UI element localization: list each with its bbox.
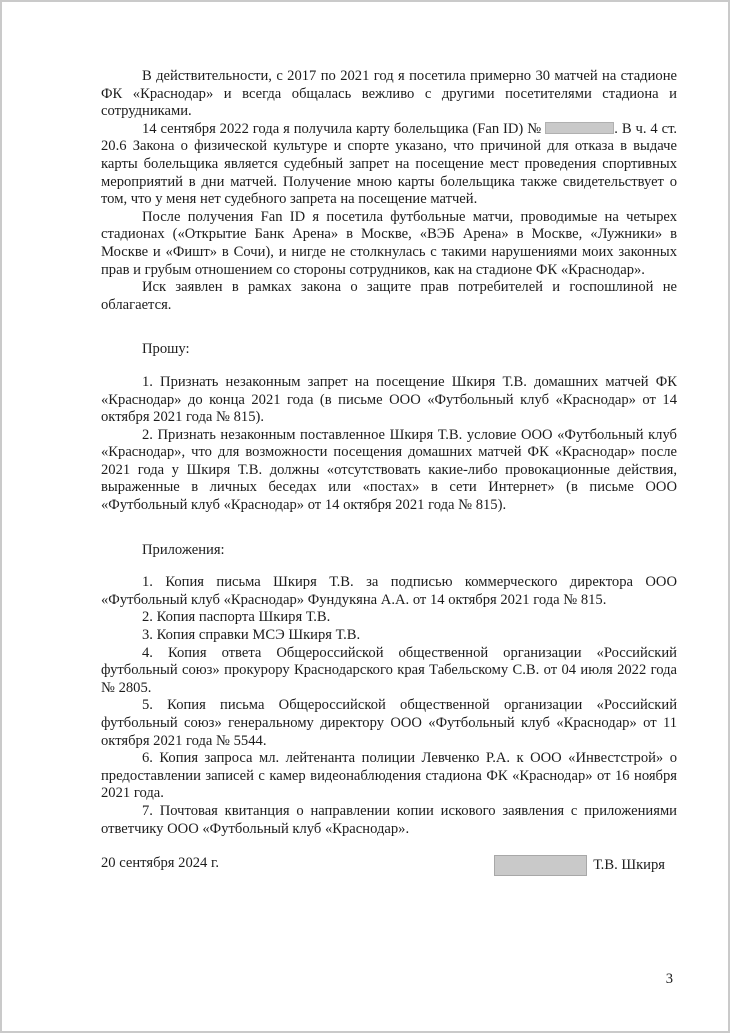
signatory-name: Т.В. Шкиря — [593, 856, 665, 873]
attachment-item-3: 3. Копия справки МСЭ Шкиря Т.В. — [142, 627, 361, 644]
attachment-item-1: 1. Копия письма Шкиря Т.В. за подписью коммерческого директора ООО «Футбольный клуб «Краснодар» Фундукяна А.А. от 14 октября 2021 года № 815. — [101, 574, 677, 608]
page-number: 3 — [665, 971, 673, 987]
paragraph-fan-id-text-before: 14 сентября 2022 года я получила карту болельщика (Fan ID) № — [142, 120, 546, 137]
attachments-section-heading: Приложения: — [142, 541, 225, 558]
attachment-item-6: 6. Копия запроса мл. лейтенанта полиции Левченко Р.А. к ООО «Инвестстрой» о предоставлении записей с камер видеонаблюдения стадиона ФК «Краснодар» от 16 ноября 2021 года. — [101, 750, 677, 802]
paragraph-stadiums-visited: После получения Fan ID я посетила футбольные матчи, проводимые на четырех стадионах («Открытие Банк Арена» в Москве, «ВЭБ Арена» в Москве, «Лужники» в Москве и «Фишт» в Сочи), и нигде не столкнулась с такими нарушениями моих законных прав и грубым отношением со стороны сотрудников, как на стадионе ФК «Краснодар». — [101, 208, 677, 278]
paragraph-consumer-law: Иск заявлен в рамках закона о защите прав потребителей и госпошлиной не облагается. — [101, 279, 677, 313]
paragraph-fan-id-text-after: . В ч. 4 ст. 20.6 Закона о физической культуре и спорте указано, что причиной для отказа в выдаче карты болельщика является судебный запрет на посещение мест проведения спортивных мероприятий в дни матчей. Получение мною карты болельщика также свидетельствует о том, что у меня нет судебного запрета на посещение матчей. — [101, 120, 677, 208]
attachment-item-5: 5. Копия письма Общероссийской общественной организации «Российский футбольный союз» генеральному директору ООО «Футбольный клуб «Краснодар» от 11 октября 2021 года № 5544. — [101, 697, 677, 749]
signature-row — [101, 855, 677, 876]
paragraph-fan-id — [101, 121, 677, 209]
redaction-box-signature — [494, 855, 587, 876]
document-date: 20 сентября 2024 г. — [101, 855, 219, 872]
attachment-item-4: 4. Копия ответа Общероссийской общественной организации «Российский футбольный союз» прокурору Краснодарского края Табельскому С.В. от 04 июля 2022 года № 2805. — [101, 644, 677, 696]
paragraph-visits-history: В действительности, с 2017 по 2021 год я посетила примерно 30 матчей на стадионе ФК «Краснодар» и всегда общалась вежливо с другими посетителями стадиона и сотрудниками. — [101, 68, 677, 120]
attachment-item-7: 7. Почтовая квитанция о направлении копии искового заявления с приложениями ответчику ООО «Футбольный клуб «Краснодар». — [101, 802, 677, 837]
redaction-box-fan-id-number — [545, 122, 614, 134]
attachment-item-2: 2. Копия паспорта Шкиря Т.В. — [142, 609, 331, 626]
document-body — [101, 68, 677, 876]
request-item-1: 1. Признать незаконным запрет на посещение Шкиря Т.В. домашних матчей ФК «Краснодар» до конца 2021 года (в письме ООО «Футбольный клуб «Краснодар» от 14 октября 2021 года № 815). — [101, 373, 677, 426]
signature-block — [494, 855, 677, 876]
request-item-2: 2. Признать незаконным поставленное Шкиря Т.В. условие ООО «Футбольный клуб «Краснодар», что для возможности посещения домашних матчей ФК «Краснодар» после 2021 года у Шкиря Т.В. должны «отсутствовать какие-либо провокационные действия, выраженные в личных беседах или «постах» в сети Интернет» (в письме ООО «Футбольный клуб «Краснодар» от 14 октября 2021 года № 815). — [101, 426, 677, 514]
request-section-heading: Прошу: — [142, 341, 190, 358]
